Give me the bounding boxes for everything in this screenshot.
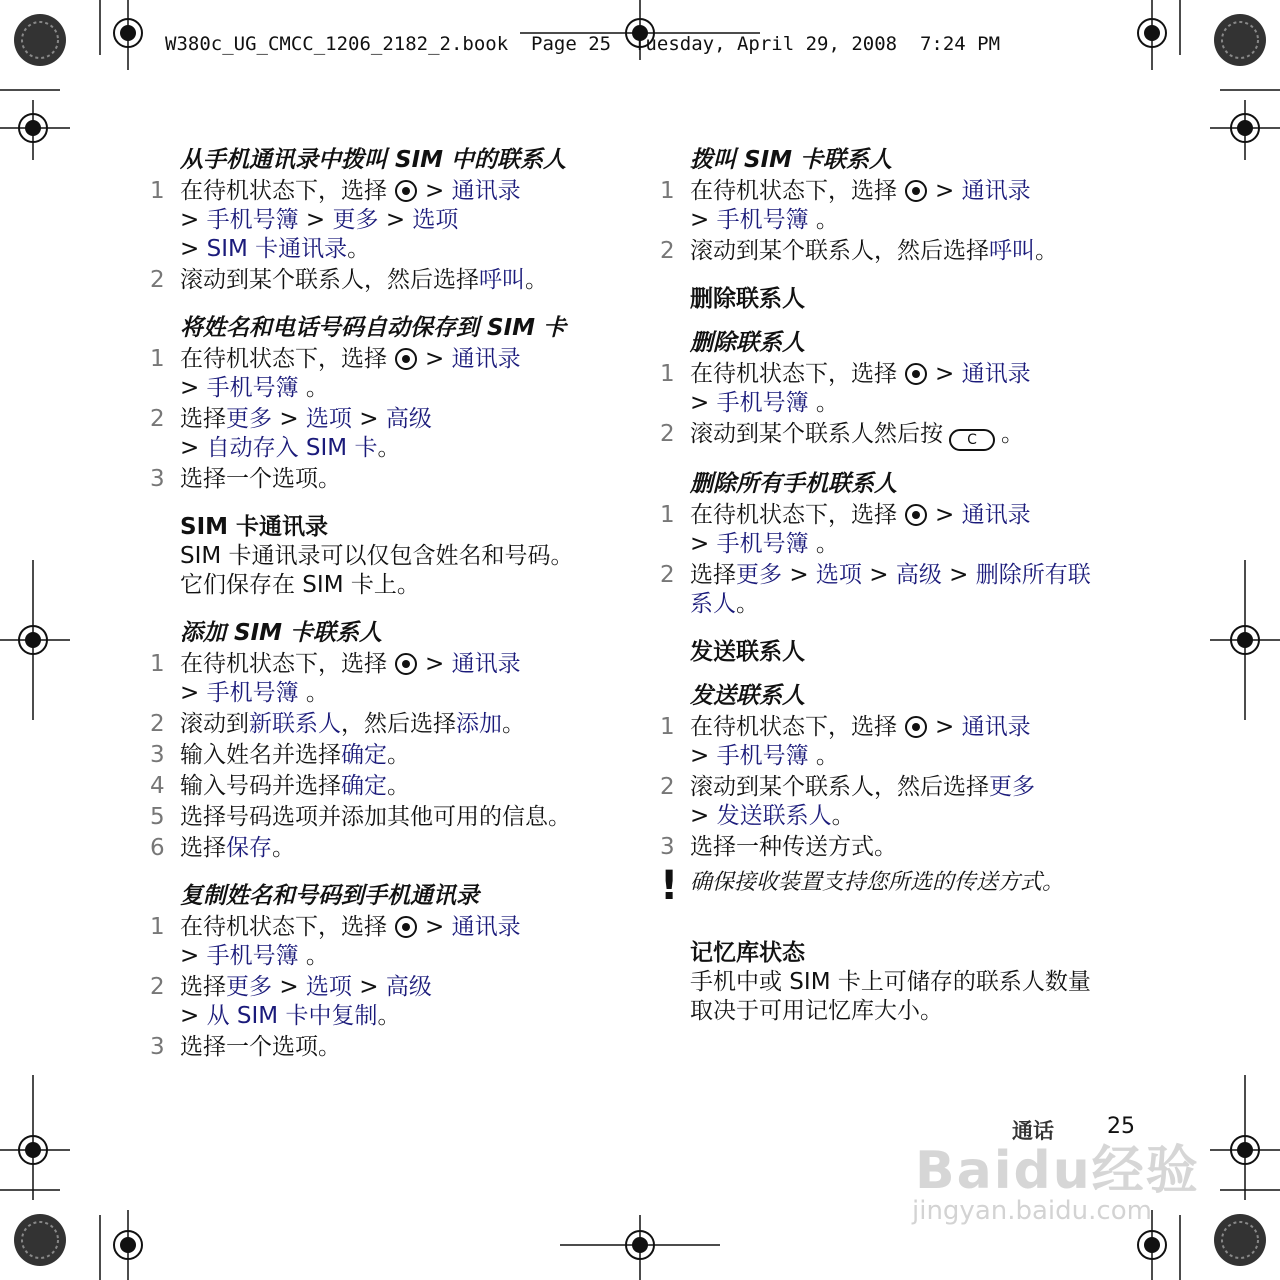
step: 1 在待机状态下，选择 > 通讯录 > 手机号簿 。 [660, 714, 1031, 769]
step: 5 选择号码选项并添加其他可用的信息。 [150, 804, 571, 830]
select-key-icon [395, 653, 417, 675]
menu-link: 更多 [226, 974, 272, 1000]
step: 1 在待机状态下，选择 > 通讯录 > 手机号簿 。 [150, 651, 521, 706]
menu-link: 通讯录 [961, 502, 1031, 528]
menu-link: 选项 [305, 974, 352, 1000]
step: 2 滚动到新联系人，然后选择添加。 [150, 711, 525, 737]
paragraph: 手机中或 SIM 卡上可储存的联系人数量取决于可用记忆库大小。 [690, 969, 1091, 1024]
menu-link: 高级 [385, 406, 432, 432]
footer-chapter-label: 通话 [1012, 1119, 1054, 1143]
menu-link: 手机号簿 [716, 743, 809, 769]
right-column [660, 145, 1105, 1026]
menu-link: 更多 [332, 207, 379, 233]
menu-link: 手机号簿 [716, 207, 809, 233]
menu-link: 高级 [895, 562, 942, 588]
menu-link: 确定 [341, 773, 387, 799]
warning-icon: ! [660, 863, 679, 909]
step: 2 滚动到某个联系人，然后选择呼叫。 [660, 238, 1058, 264]
step: 1 在待机状态下，选择 > 通讯录 > 手机号簿 。 [660, 178, 1031, 233]
menu-link: 手机号簿 [206, 375, 299, 401]
step: 3 输入姓名并选择确定。 [150, 742, 410, 768]
chapter-title: 发送联系人 [690, 639, 805, 665]
clear-key-icon: C [949, 429, 995, 451]
section-title: SIM 卡通讯录 [180, 514, 329, 540]
section-title: 删除所有手机联系人 [690, 471, 897, 497]
menu-link: 选项 [815, 562, 862, 588]
menu-link: 通讯录 [451, 346, 521, 372]
step: 2 选择更多 > 选项 > 高级 > 自动存入 SIM 卡。 [150, 406, 432, 461]
select-key-icon [395, 348, 417, 370]
step: 1 在待机状态下，选择 > 通讯录 > 手机号簿 > 更多 > 选项 > SIM 卡通讯录。 [150, 178, 521, 262]
menu-link: 通讯录 [451, 178, 521, 204]
section-title: 从手机通讯录中拨叫 SIM 中的联系人 [180, 147, 567, 173]
menu-link: 更多 [989, 774, 1035, 800]
section-title: 删除联系人 [690, 330, 805, 356]
print-header: W380c_UG_CMCC_1206_2182_2.book Page 25 Tuesday, April 29, 2008 7:24 PM [165, 33, 1001, 55]
menu-link: 手机号簿 [716, 390, 809, 416]
step: 6 选择保存。 [150, 835, 295, 861]
menu-link: 通讯录 [961, 178, 1031, 204]
step: 1 在待机状态下，选择 > 通讯录 > 手机号簿 。 [150, 914, 521, 969]
page-number: 25 [1107, 1114, 1135, 1139]
step: 3 选择一种传送方式。 [660, 834, 897, 860]
menu-link: 自动存入 SIM 卡 [206, 435, 378, 461]
select-key-icon [905, 716, 927, 738]
menu-link: 手机号簿 [206, 680, 299, 706]
paragraph: SIM 卡通讯录可以仅包含姓名和号码。它们保存在 SIM 卡上。 [180, 543, 574, 598]
menu-link: 更多 [736, 562, 782, 588]
select-key-icon [905, 180, 927, 202]
menu-link: 呼叫 [989, 238, 1035, 264]
step: 3 选择一个选项。 [150, 1034, 341, 1060]
menu-link: 删除所有联系人 [690, 562, 1091, 617]
menu-link: 通讯录 [961, 361, 1031, 387]
step: 4 输入号码并选择确定。 [150, 773, 410, 799]
menu-link: 通讯录 [961, 714, 1031, 740]
select-key-icon [395, 916, 417, 938]
menu-link: 更多 [226, 406, 272, 432]
section-title: 发送联系人 [690, 683, 805, 709]
menu-link: 通讯录 [451, 914, 521, 940]
menu-link: 发送联系人 [716, 803, 832, 829]
watermark-logo: Baidu经验 [915, 1141, 1200, 1201]
select-key-icon [905, 363, 927, 385]
menu-link: 新联系人 [249, 711, 341, 737]
chapter-title: 删除联系人 [690, 286, 805, 312]
step: 1 在待机状态下，选择 > 通讯录 > 手机号簿 。 [660, 502, 1031, 557]
menu-link: 保存 [226, 835, 272, 861]
select-key-icon [905, 504, 927, 526]
chapter-title: 记忆库状态 [690, 940, 805, 966]
menu-link: 高级 [385, 974, 432, 1000]
step: 2 滚动到某个联系人，然后选择呼叫。 [150, 267, 548, 293]
menu-link: 选项 [305, 406, 352, 432]
note: ! 确保接收装置支持您所选的传送方式。 [660, 863, 1065, 909]
step: 2 选择更多 > 选项 > 高级 > 删除所有联系人。 [660, 562, 1091, 617]
step: 1 在待机状态下，选择 > 通讯录 > 手机号簿 。 [660, 361, 1031, 416]
menu-link: 通讯录 [451, 651, 521, 677]
section-title: 拨叫 SIM 卡联系人 [690, 147, 893, 173]
section-title: 将姓名和电话号码自动保存到 SIM 卡 [180, 315, 567, 341]
step: 3 选择一个选项。 [150, 466, 341, 492]
section-title: 添加 SIM 卡联系人 [180, 620, 383, 646]
menu-link: 添加 [456, 711, 502, 737]
menu-link: 确定 [341, 742, 387, 768]
step: 2 滚动到某个联系人然后按 C 。 [660, 420, 1105, 451]
menu-link: 手机号簿 [206, 207, 299, 233]
left-column [150, 145, 595, 1062]
step: 2 选择更多 > 选项 > 高级 > 从 SIM 卡中复制。 [150, 974, 432, 1029]
step: 1 在待机状态下，选择 > 通讯录 > 手机号簿 。 [150, 346, 521, 401]
menu-link: 手机号簿 [716, 531, 809, 557]
menu-link: SIM 卡通讯录 [206, 236, 348, 262]
section-title: 复制姓名和号码到手机通讯录 [180, 883, 479, 909]
step: 2 滚动到某个联系人，然后选择更多 > 发送联系人。 [660, 774, 1035, 829]
menu-link: 从 SIM 卡中复制 [206, 1003, 378, 1029]
select-key-icon [395, 180, 417, 202]
watermark-url: jingyan.baidu.com [912, 1196, 1152, 1226]
menu-link: 手机号簿 [206, 943, 299, 969]
menu-link: 呼叫 [479, 267, 525, 293]
menu-link: 选项 [412, 207, 459, 233]
